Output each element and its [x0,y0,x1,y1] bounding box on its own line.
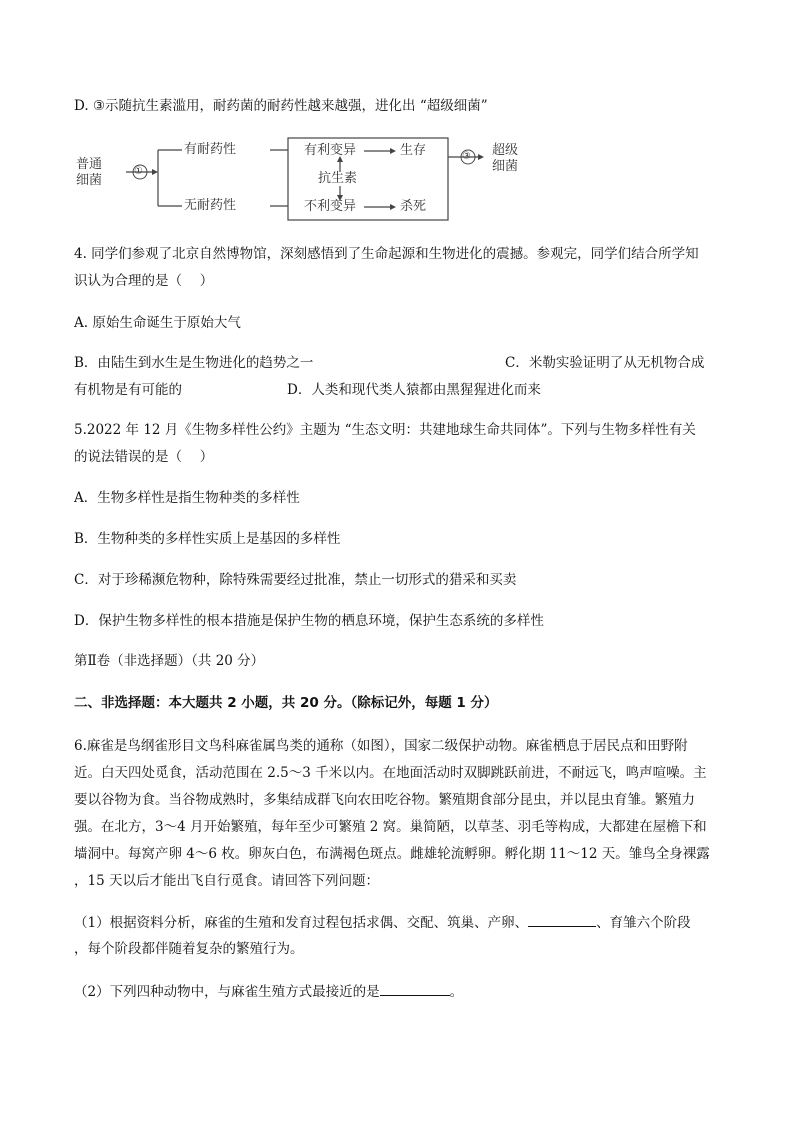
diagram-start-1: 普通 [76,157,103,172]
q4-option-b: B．由陆生到水生是生物进化的趋势之一 [74,355,314,371]
q6-sub2-text2: 。 [449,984,464,1000]
q5-option-b: B．生物种类的多样性实质上是基因的多样性 [74,531,341,547]
q5-option-c: C．对于珍稀濒危物种，除特殊需要经过批准，禁止一切形式的猎采和买卖 [74,572,517,588]
q4-option-d: D．人类和现代类人猿都由黑猩猩进化而来 [287,382,541,398]
q6-sub1-answer-blank[interactable] [528,913,596,927]
diagram-circle-1: ① [134,166,143,177]
q6-paragraph-line4: 强。在北方，3～4 月开始繁殖，每年至少可繁殖 2 窝。巢简陋，以草茎、羽毛等构成，大都建在屋檐下和 [74,819,707,835]
diagram-start-2: 细菌 [76,173,103,188]
q6-sub1-line2: ，每个阶段都伴随着复杂的繁殖行为。 [74,941,304,957]
diagram-circle-3: ③ [462,151,471,162]
diagram-favorable: 有利变异 [304,143,357,158]
section-heading: 二、非选择题：本大题共 2 小题，共 20 分。（除标记外，每题 1 分） [74,695,498,711]
q6-paragraph-line1: 6.麻雀是鸟纲雀形目文鸟科麻雀属鸟类的通称（如图），国家二级保护动物。麻雀栖息于居民点和田野附 [74,738,688,754]
q4-stem-line1: 4. 同学们参观了北京自然博物馆，深刻感悟到了生命起源和生物进化的震撼。参观完，同学们结合所学知 [74,246,699,262]
q4-option-a: A. 原始生命诞生于原始大气 [74,315,241,331]
q6-paragraph-line2: 近。白天四处觅食，活动范围在 2.5～3 千米以内。在地面活动时双脚跳跃前进，不耐远飞，鸣声喧噪。主 [74,765,707,781]
q6-sub1-text1: （1）根据资料分析，麻雀的生殖和发育过程包括求偶、交配、筑巢、产卵、 [74,915,529,931]
q6-sub1-text2: 、育雏六个阶段 [596,915,691,931]
volume-title: 第Ⅱ卷（非选择题）（共 20 分） [74,653,265,669]
diagram-end-1: 超级 [492,143,519,158]
q6-paragraph-line6: ，15 天以后才能出飞自行觅食。请回答下列问题： [74,873,379,889]
q6-paragraph-line5: 墙洞中。每窝产卵 4～6 枚。卵灰白色，布满褐色斑点。雌雄轮流孵卵。孵化期 11～12 天。雏鸟全身裸露 [74,846,710,862]
evolution-diagram [74,134,536,226]
q4-option-c-part2: 有机物是有可能的 [74,382,182,398]
q3-option-d: D. ③示随抗生素滥用，耐药菌的耐药性越来越强，进化出 “超级细菌” [74,98,488,114]
q6-sub1-line1 [74,913,691,932]
q6-sub2-line [74,982,463,1001]
q5-option-a: A．生物多样性是指生物种类的多样性 [74,490,300,506]
q4-option-c-part1: C．米勒实验证明了从无机物合成 [505,355,705,371]
diagram-unfavorable: 不利变异 [304,199,357,214]
q5-stem-line2: 的说法错误的是（ ） [74,449,214,465]
diagram-top-branch: 有耐药性 [184,142,237,157]
diagram-end-2: 细菌 [492,159,519,174]
diagram-killed: 杀死 [400,199,427,214]
diagram-survive: 生存 [400,143,427,158]
diagram-bottom-branch: 无耐药性 [184,198,237,213]
q5-stem-line1: 5.2022 年 12 月《生物多样性公约》主题为 “生态文明：共建地球生命共同体”。下列与生物多样性有关 [74,422,696,438]
diagram-antibiotic: 抗生素 [318,171,358,186]
q5-option-d: D．保护生物多样性的根本措施是保护生物的栖息环境，保护生态系统的多样性 [74,613,544,629]
q6-sub2-text1: （2）下列四种动物中，与麻雀生殖方式最接近的是 [74,984,380,1000]
q4-stem-line2: 识认为合理的是（ ） [74,273,214,289]
q6-paragraph-line3: 要以谷物为食。当谷物成熟时，多集结成群飞向农田吃谷物。繁殖期食部分昆虫，并以昆虫育雏。繁殖力 [74,792,695,808]
q6-sub2-answer-blank[interactable] [380,982,450,996]
